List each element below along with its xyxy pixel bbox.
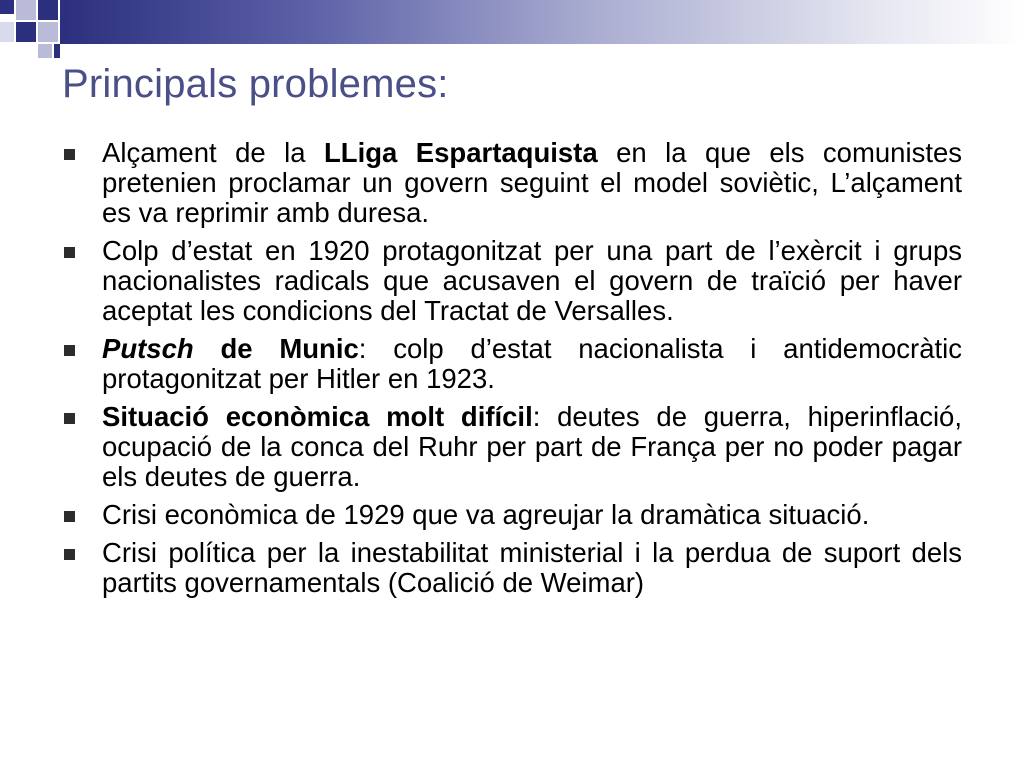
bullet-item: [64, 402, 962, 492]
bullet-text: de Munic: [193, 333, 359, 364]
bullet-text: LLiga Espartaquista: [323, 137, 598, 168]
slide-title: Principals problemes:: [62, 62, 449, 106]
decorative-square: [38, 44, 52, 58]
bullet-text: Putsch: [102, 333, 194, 364]
decorative-square: [16, 0, 36, 20]
bullet-item: [64, 538, 962, 598]
square-bullet-icon: [64, 413, 75, 424]
bullet-item: [64, 138, 962, 228]
bullet-list: [64, 138, 962, 606]
bullet-item: [64, 236, 962, 326]
bullet-text: Crisi política per la inestabilitat ministerial i la perdua de suport dels partits governamentals (Coalició de Weimar): [102, 537, 962, 598]
square-bullet-icon: [64, 247, 75, 258]
decorative-square: [54, 44, 60, 58]
bullet-text: : deutes de guerra, hiperinflació, ocupació de la conca del Ruhr per part de França per no poder pagar els deutes de guerra.: [102, 401, 962, 492]
bullet-item: [64, 500, 962, 530]
square-bullet-icon: [64, 549, 75, 560]
bullet-item: [64, 334, 962, 394]
decorative-square: [16, 22, 36, 42]
bullet-text: Alçament de la: [102, 137, 324, 168]
decorative-square: [38, 0, 58, 20]
bullet-text: Colp d’estat en 1920 protagonitzat per una part de l’exèrcit i grups nacionalistes radicals que acusaven el govern de traïció per haver aceptat les condicions del Tractat de Versalles.: [102, 235, 962, 326]
decorative-square: [38, 22, 58, 42]
bullet-text: : colp d’estat nacionalista i antidemocràtic protagonitzat per Hitler en 1923.: [102, 333, 962, 394]
square-bullet-icon: [64, 345, 75, 356]
bullet-text: Crisi econòmica de 1929 que va agreujar la dramàtica situació.: [102, 499, 870, 530]
decorative-square: [0, 22, 14, 42]
bullet-text: Situació econòmica molt difícil: [102, 401, 533, 432]
square-bullet-icon: [64, 511, 75, 522]
bullet-text: en la que els comunistes pretenien proclamar un govern seguint el model soviètic, L’alçament es va reprimir amb duresa.: [102, 137, 963, 228]
decorative-square: [0, 0, 14, 14]
square-bullet-icon: [64, 149, 75, 160]
header-gradient-band: [60, 0, 1024, 44]
